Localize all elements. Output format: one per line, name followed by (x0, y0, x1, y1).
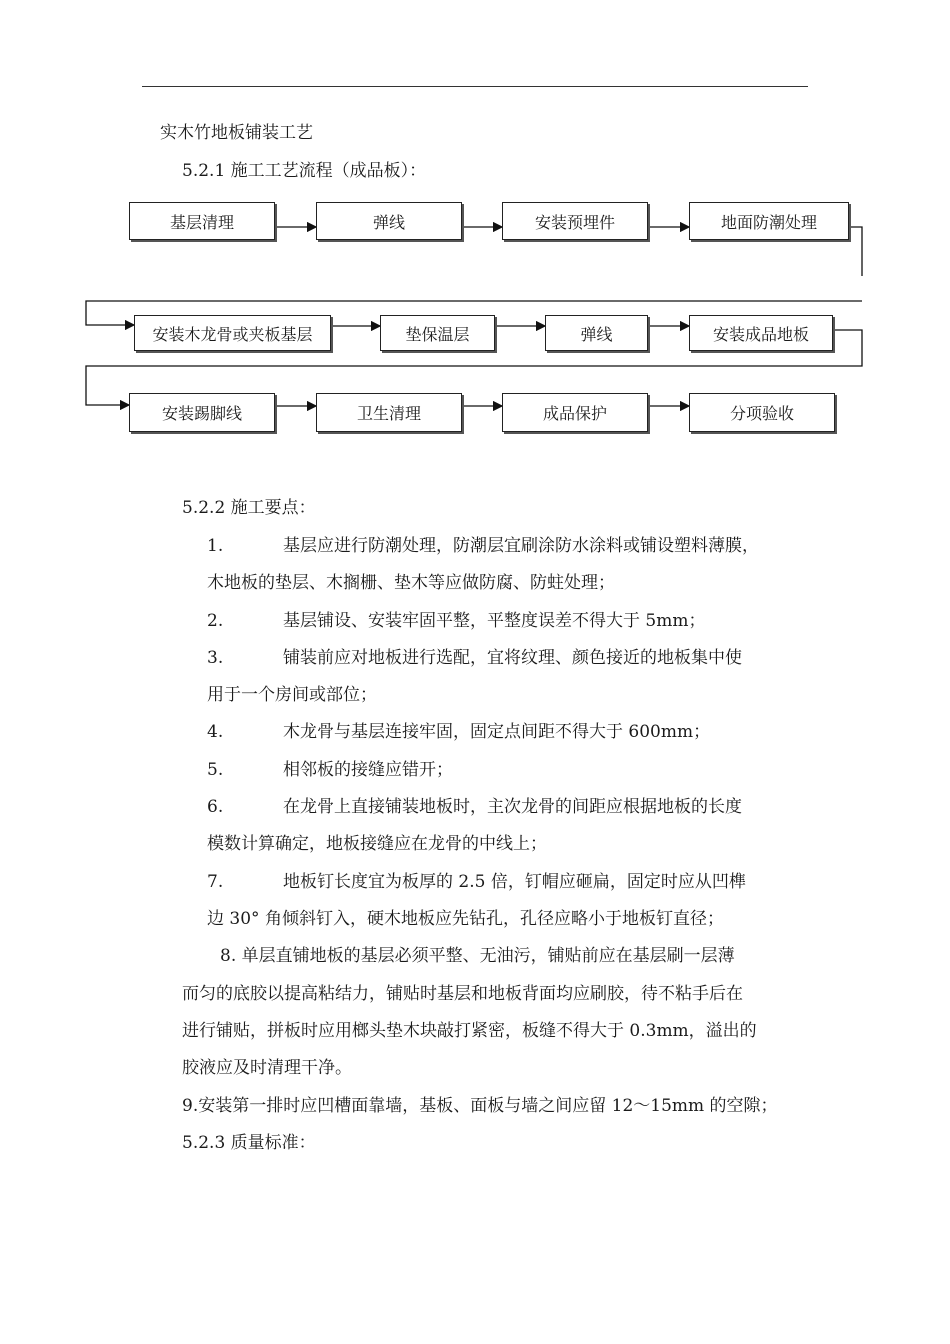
point-text: 用于一个房间或部位； (207, 685, 377, 705)
flow-step-4: 地面防潮处理 (689, 202, 849, 240)
point-text: 相邻板的接缝应错开； (283, 760, 453, 780)
flow-step-10: 卫生清理 (316, 393, 462, 432)
flow-step-3: 安装预埋件 (502, 202, 648, 240)
point-number: 1. (207, 536, 224, 556)
point-text: 在龙骨上直接铺装地板时，主次龙骨的间距应根据地板的长度 (283, 797, 742, 817)
section-quality-heading: 5.2.3 质量标准： (182, 1133, 316, 1153)
section-points-heading: 5.2.2 施工要点： (182, 498, 316, 518)
flow-step-6: 垫保温层 (380, 315, 495, 351)
point-8-text: 而匀的底胶以提高粘结力，铺贴时基层和地板背面均应刷胶，待不粘手后在 (182, 984, 743, 1004)
point-number: 4. (207, 722, 224, 742)
point-number: 2. (207, 611, 224, 631)
flow-step-8: 安装成品地板 (689, 315, 833, 351)
point-number: 6. (207, 797, 224, 817)
flow-step-9: 安装踢脚线 (129, 393, 275, 432)
page-title: 实木竹地板铺装工艺 (160, 123, 313, 143)
point-8-text: 8. 单层直铺地板的基层必须平整、无油污，铺贴前应在基层刷一层薄 (220, 946, 735, 966)
flow-step-12: 分项验收 (689, 393, 835, 432)
flow-step-5: 安装木龙骨或夹板基层 (134, 315, 331, 351)
point-text: 铺装前应对地板进行选配，宜将纹理、颜色接近的地板集中使 (283, 648, 742, 668)
point-8-text: 进行铺贴，拼板时应用榔头垫木块敲打紧密，板缝不得大于 0.3mm，溢出的 (182, 1021, 757, 1041)
point-text: 木龙骨与基层连接牢固，固定点间距不得大于 600mm； (283, 722, 711, 742)
flow-step-11: 成品保护 (502, 393, 648, 432)
point-text: 基层铺设、安装牢固平整，平整度误差不得大于 5mm； (283, 611, 706, 631)
flow-step-7: 弹线 (545, 315, 648, 351)
point-text: 边 30° 角倾斜钉入，硬木地板应先钻孔，孔径应略小于地板钉直径； (207, 909, 724, 929)
flow-step-1: 基层清理 (129, 202, 275, 240)
point-text: 模数计算确定，地板接缝应在龙骨的中线上； (207, 834, 547, 854)
point-9-text: 9.安装第一排时应凹槽面靠墙，基板、面板与墙之间应留 12～15mm 的空隙； (182, 1096, 778, 1116)
section-flow-heading: 5.2.1 施工工艺流程（成品板）： (182, 161, 427, 181)
point-number: 7. (207, 872, 224, 892)
point-text: 地板钉长度宜为板厚的 2.5 倍，钉帽应砸扁，固定时应从凹榫 (283, 872, 746, 892)
flow-step-2: 弹线 (316, 202, 462, 240)
point-number: 3. (207, 648, 224, 668)
point-number: 5. (207, 760, 224, 780)
point-text: 木地板的垫层、木搁栅、垫木等应做防腐、防蛀处理； (207, 573, 615, 593)
point-8-text: 胶液应及时清理干净。 (182, 1058, 352, 1078)
point-text: 基层应进行防潮处理，防潮层宜刷涂防水涂料或铺设塑料薄膜， (283, 536, 759, 556)
